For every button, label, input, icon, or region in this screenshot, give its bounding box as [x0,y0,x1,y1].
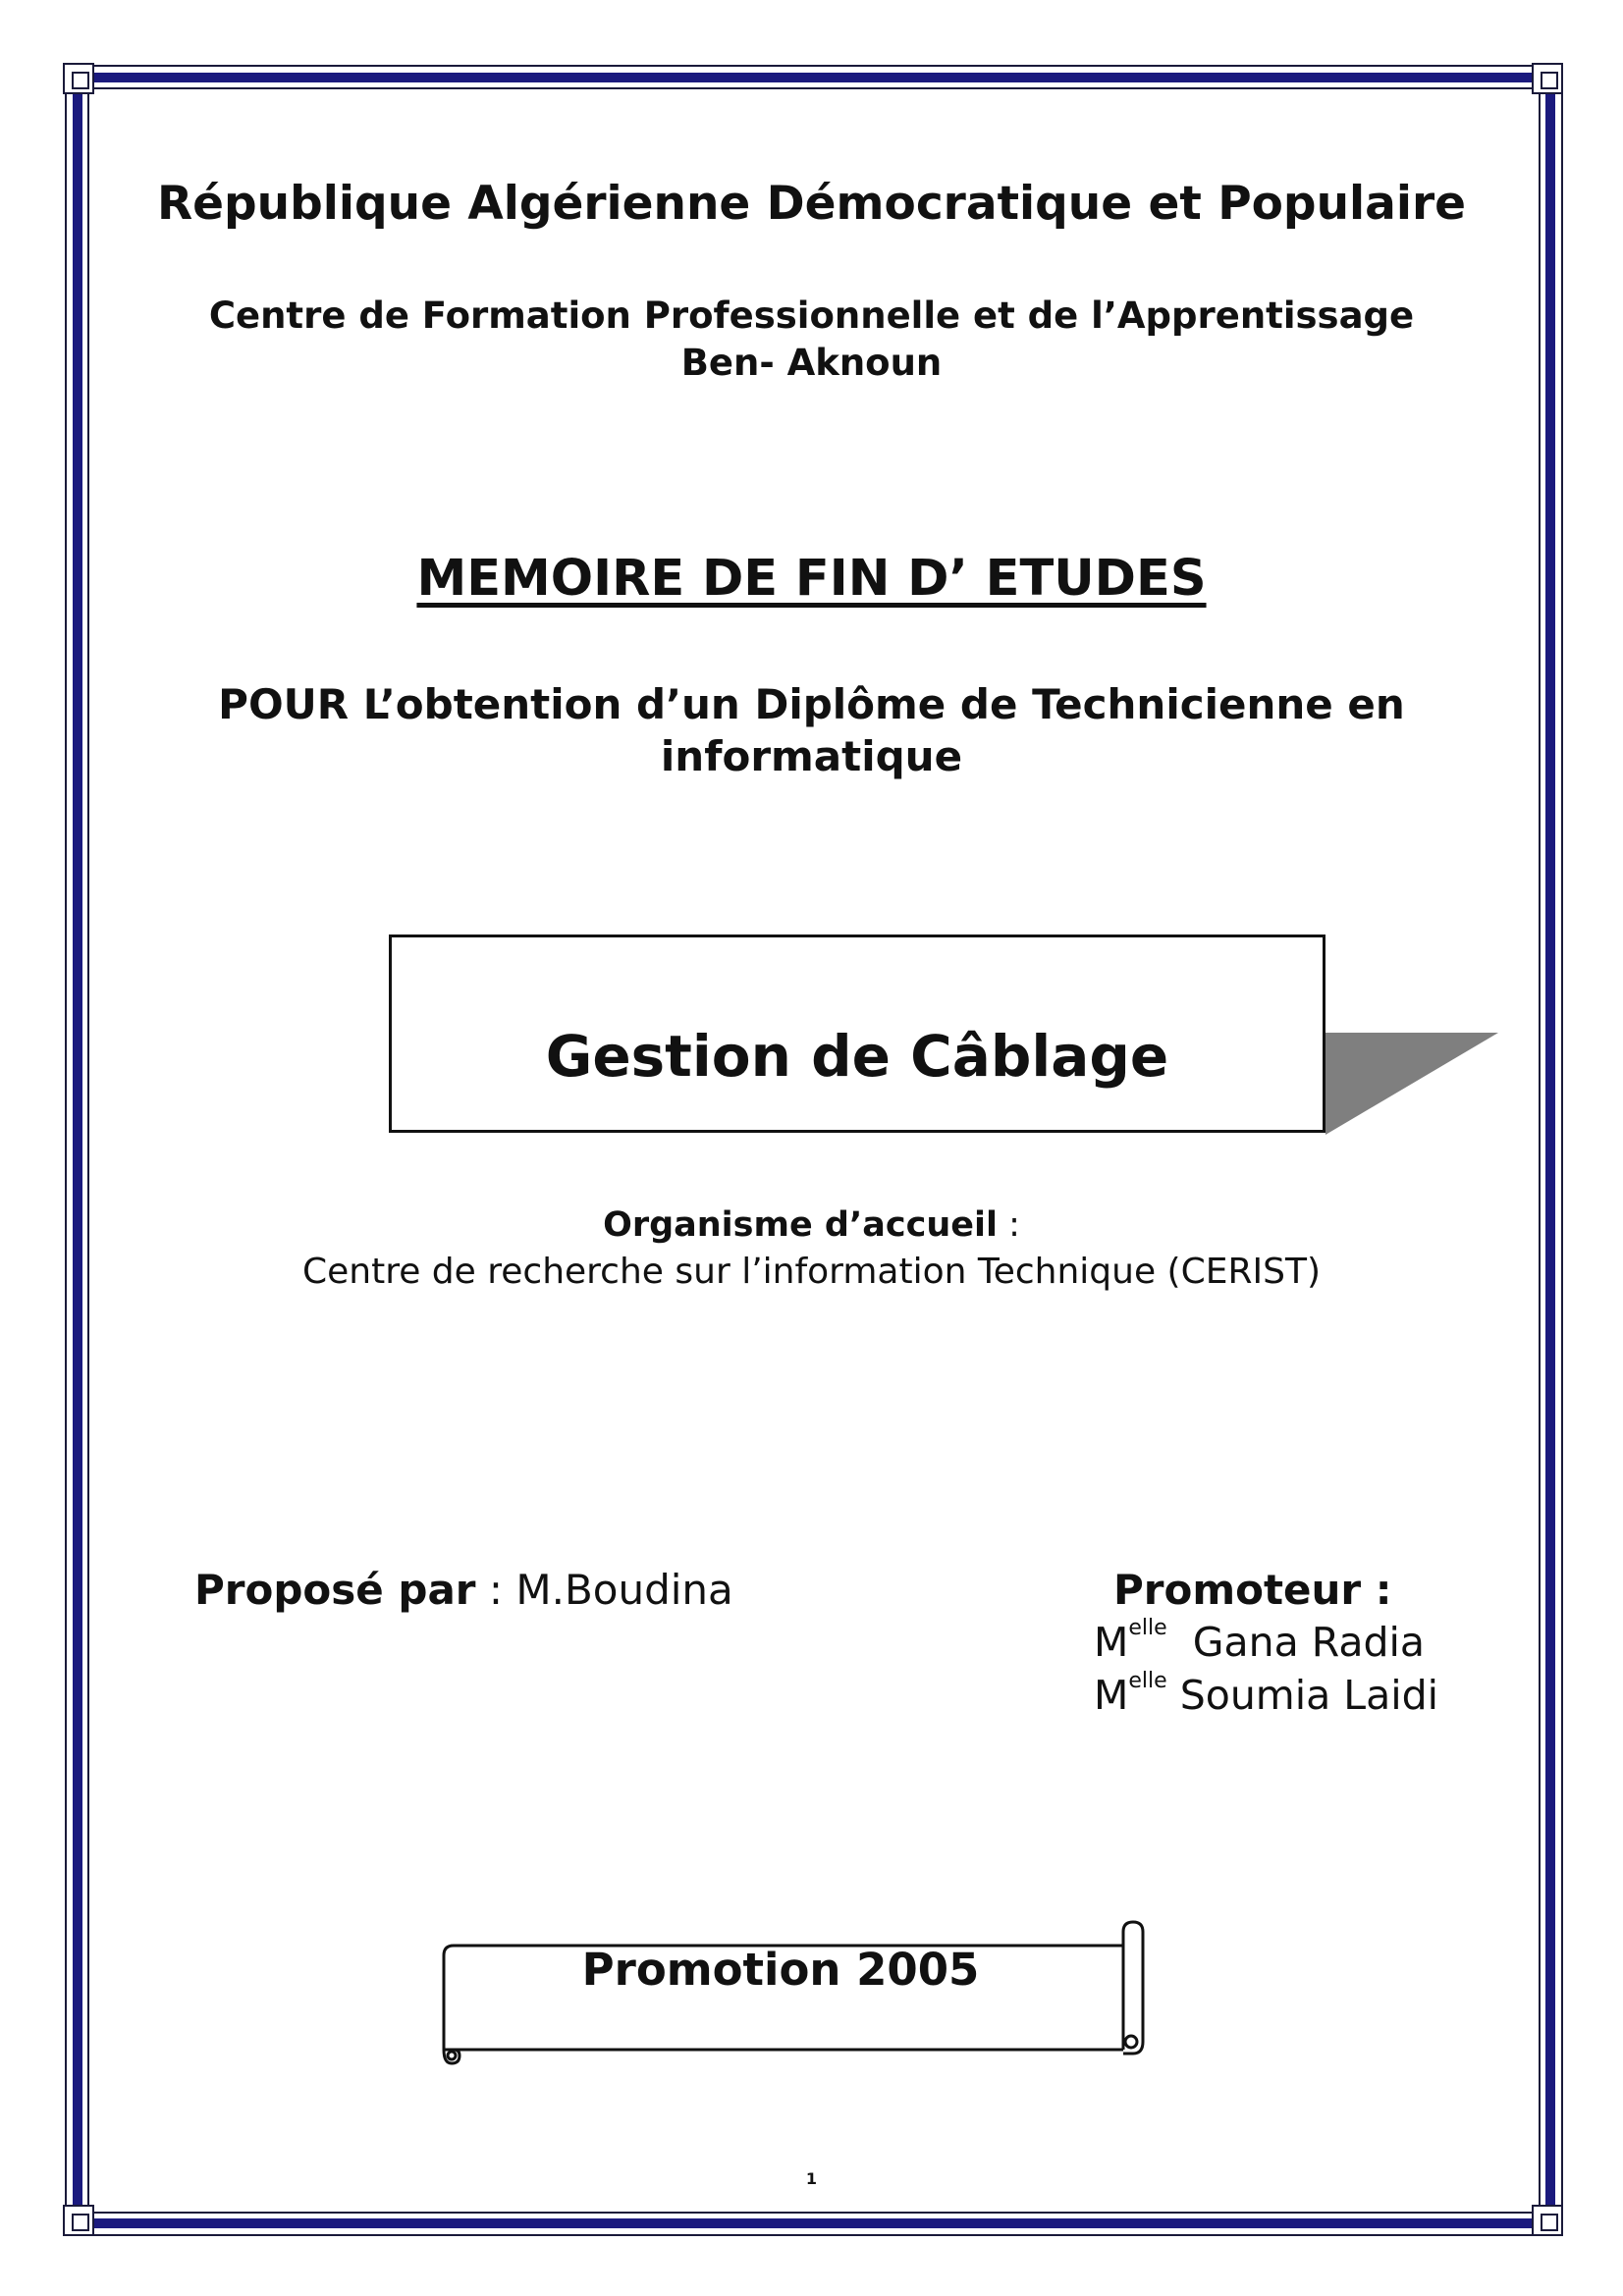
person-title-suffix: elle [1128,1616,1167,1640]
promoteur-person [1094,1616,1425,1666]
proposed-by-name: M.Boudina [515,1566,733,1614]
memoire-title: MEMOIRE DE FIN D’ ETUDES [416,550,1207,608]
organisme-label-line [0,1205,1623,1245]
border-corner-ornament [1532,63,1563,94]
organisme-name: Centre de recherche sur l’information Technique (CERIST) [301,1252,1322,1292]
page-number: 1 [805,2169,818,2188]
person-title-suffix: elle [1128,1669,1167,1693]
organisme-label: Organisme d’accueil [603,1205,998,1245]
border-corner-ornament [63,63,94,94]
person-title-prefix: M [1094,1672,1129,1719]
project-title: Gestion de Câblage [545,1023,1169,1090]
proposed-by [194,1566,733,1614]
person-name: Gana Radia [1166,1619,1426,1666]
title-box-shadow-wedge [1325,1033,1502,1141]
promoteur-person [1094,1669,1438,1719]
person-title-prefix: M [1094,1619,1129,1666]
border-corner-ornament [1532,2205,1563,2236]
centre-city: Ben- Aknoun [680,342,943,384]
border-corner-ornament [63,2205,94,2236]
page-border-inner [87,87,1541,2214]
republic-heading: République Algérienne Démocratique et Populaire [156,177,1467,231]
centre-name: Centre de Formation Professionnelle et de l’Apprentissage [208,294,1415,337]
organisme-separator: : [998,1205,1020,1245]
diploma-purpose-line2: informatique [660,732,963,780]
promotion-year: Promotion 2005 [581,1944,980,1996]
promoteur-label: Promoteur : [1113,1566,1392,1614]
person-name: Soumia Laidi [1166,1672,1439,1719]
proposed-by-separator: : [475,1566,516,1614]
diploma-purpose-line1: POUR L’obtention d’un Diplôme de Technicienne en [218,680,1405,728]
proposed-by-label: Proposé par [194,1566,476,1614]
